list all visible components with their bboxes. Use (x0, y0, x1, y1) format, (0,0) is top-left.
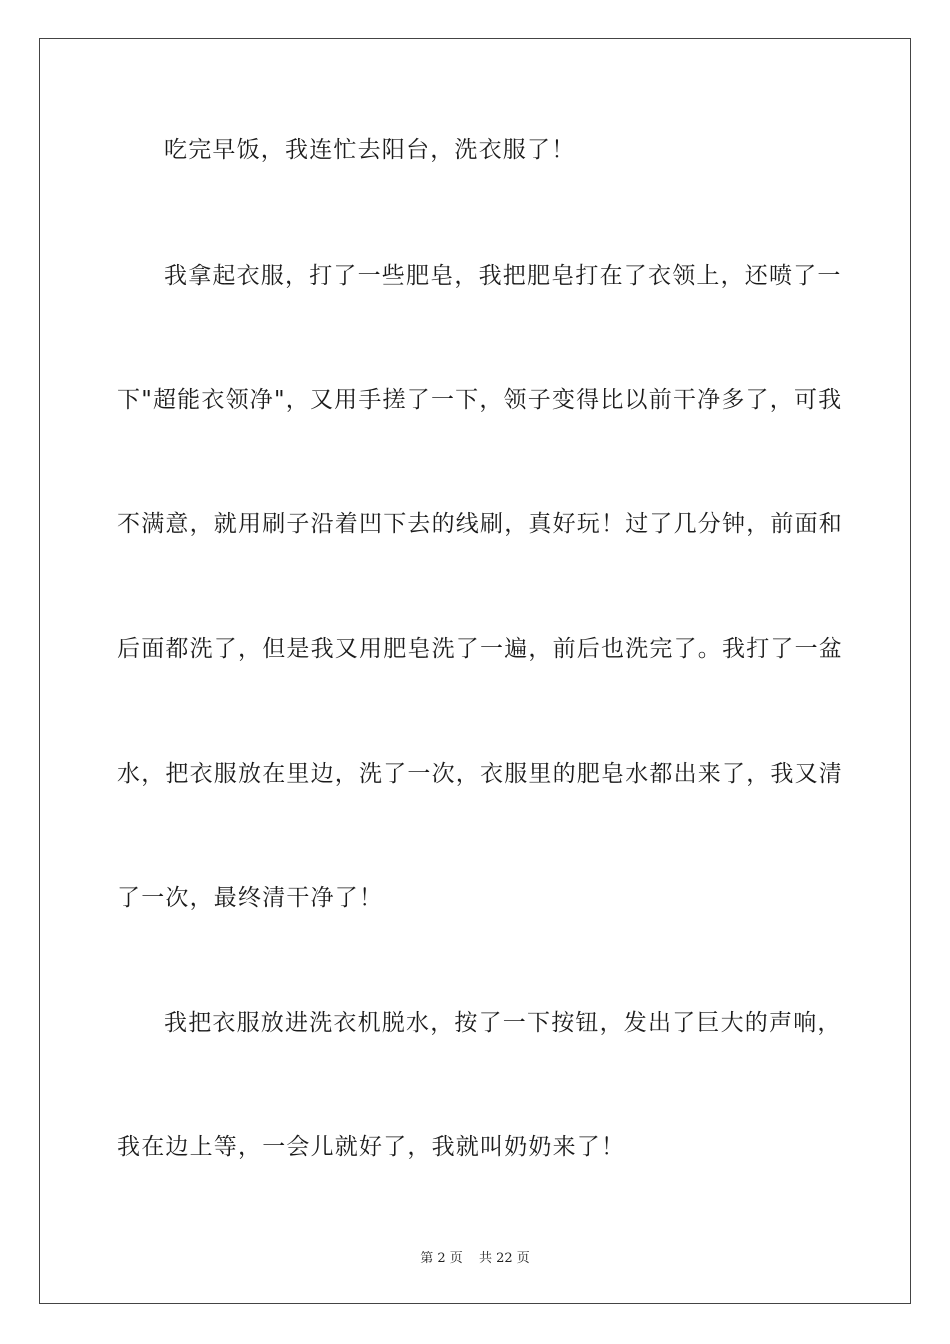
paragraph-1-line-1: 吃完早饭，我连忙去阳台，洗衣服了！ (164, 137, 576, 163)
page-total: 共 22 页 (478, 1251, 530, 1266)
paragraph-2-line-1: 我拿起衣服，打了一些肥皂，我把肥皂打在了衣领上，还喷了一 (164, 263, 842, 289)
page-border (39, 38, 911, 1304)
paragraph-2-line-5: 水，把衣服放在里边，洗了一次，衣服里的肥皂水都出来了，我又清 (117, 761, 843, 787)
paragraph-3-line-2: 我在边上等，一会儿就好了，我就叫奶奶来了！ (117, 1134, 626, 1160)
paragraph-2-line-3: 不满意，就用刷子沿着凹下去的线刷，真好玩！过了几分钟，前面和 (117, 511, 843, 537)
page-number: 第 2 页 (420, 1251, 463, 1266)
paragraph-2-line-4: 后面都洗了，但是我又用肥皂洗了一遍，前后也洗完了。我打了一盆 (117, 636, 843, 662)
paragraph-2-line-2: 下"超能衣领净"，又用手搓了一下，领子变得比以前干净多了，可我 (117, 387, 843, 413)
page-footer (0, 1247, 950, 1266)
paragraph-3-line-1: 我把衣服放进洗衣机脱水，按了一下按钮，发出了巨大的声响， (164, 1010, 842, 1036)
paragraph-2-line-6: 了一次，最终清干净了！ (117, 885, 384, 911)
